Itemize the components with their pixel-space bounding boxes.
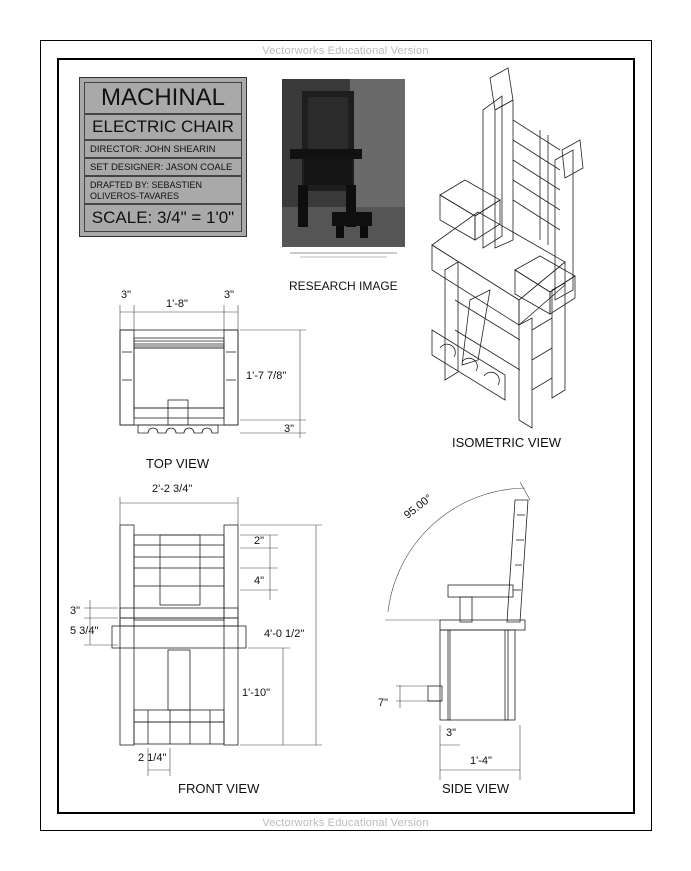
top-dim-width: 1'-8"	[166, 298, 188, 310]
watermark-top: Vectorworks Educational Version	[262, 45, 429, 57]
front-dim-slat-b: 4"	[254, 575, 265, 587]
front-view-drawing	[112, 525, 246, 745]
top-dim-depth: 1'-7 7/8"	[246, 370, 287, 382]
show-title: MACHINAL	[84, 82, 242, 114]
side-view-drawing	[428, 500, 528, 720]
front-dim-leg: 2 1/4"	[138, 752, 167, 764]
front-dim-overall-height: 4'-0 1/2"	[264, 628, 305, 640]
top-dim-left: 3"	[121, 289, 132, 301]
front-dim-slat-a: 2"	[254, 535, 265, 547]
research-image-label: RESEARCH IMAGE	[289, 279, 398, 293]
isometric-view-drawing	[432, 68, 583, 428]
scale-note: SCALE: 3/4" = 1'0"	[84, 204, 242, 232]
front-dim-arm-b: 5 3/4"	[70, 625, 99, 637]
set-designer-credit: SET DESIGNER: JASON COALE	[84, 158, 242, 176]
front-dim-arm-a: 3"	[70, 605, 81, 617]
item-title: ELECTRIC CHAIR	[84, 114, 242, 140]
director-credit: DIRECTOR: JOHN SHEARIN	[84, 140, 242, 158]
front-dim-seat-height: 1'-10"	[242, 687, 271, 699]
top-dim-right: 3"	[224, 289, 235, 301]
isometric-view-label: ISOMETRIC VIEW	[452, 435, 562, 450]
side-dim-angle: 95.00°	[402, 492, 435, 522]
top-dim-front: 3"	[284, 423, 295, 435]
side-dim-depth: 1'-4"	[470, 755, 492, 767]
front-dim-overall-width: 2'-2 3/4"	[152, 483, 193, 495]
side-view-label: SIDE VIEW	[442, 781, 510, 796]
front-view-label: FRONT VIEW	[178, 781, 260, 796]
top-view-drawing	[120, 330, 238, 433]
side-dim-foot: 7"	[378, 697, 389, 709]
drafted-line-2: OLIVEROS-TAVARES	[90, 191, 180, 201]
side-dim-leg: 3"	[446, 727, 457, 739]
top-view-label: TOP VIEW	[146, 456, 210, 471]
drafted-line-1: DRAFTED BY: SEBASTIEN	[90, 180, 203, 190]
watermark-bottom: Vectorworks Educational Version	[262, 817, 429, 829]
